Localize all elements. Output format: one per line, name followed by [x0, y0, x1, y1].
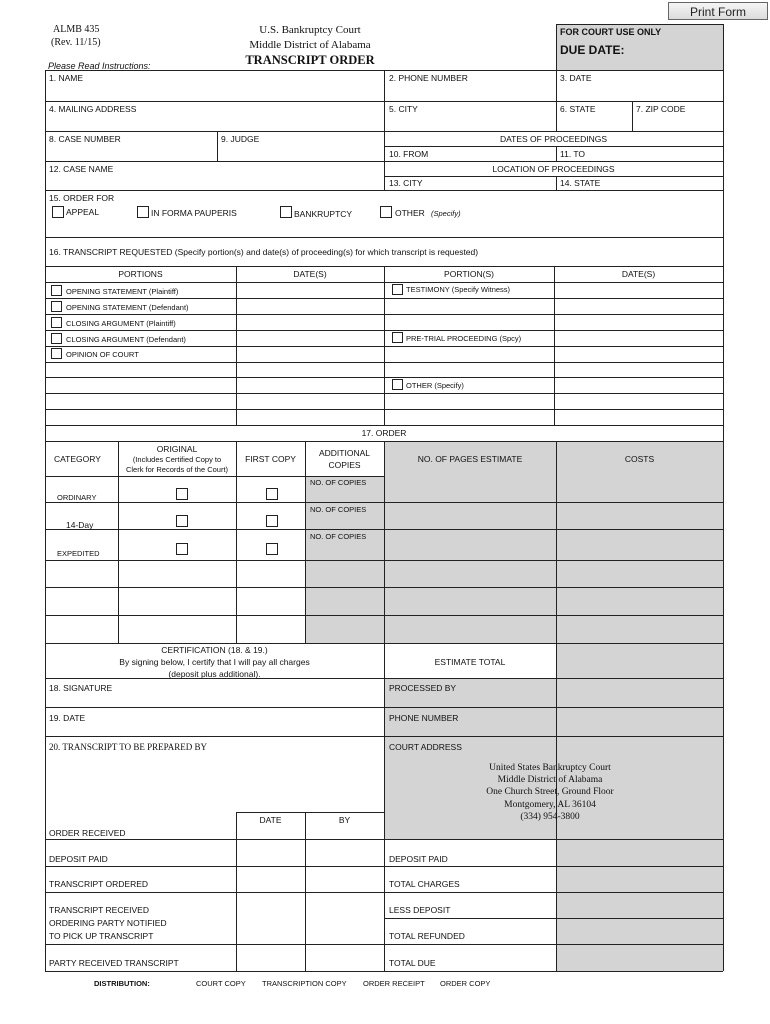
- col-line: [556, 24, 557, 101]
- row-line: [45, 529, 723, 530]
- ifp-checkbox[interactable]: [137, 206, 149, 218]
- portion-item: CLOSING ARGUMENT (Defendant): [66, 335, 186, 344]
- signature-label: 18. SIGNATURE: [49, 683, 113, 693]
- row-line: [45, 678, 723, 679]
- loc-state-label: 14. STATE: [560, 178, 601, 188]
- portions2-header: PORTION(S): [444, 269, 494, 279]
- testimony-label: TESTIMONY (Specify Witness): [406, 285, 511, 294]
- court-use-label: FOR COURT USE ONLY: [560, 27, 662, 37]
- row-line: [45, 839, 723, 840]
- judge-label: 9. JUDGE: [221, 134, 260, 144]
- row-line: [45, 587, 723, 588]
- distribution-transcription-copy: TRANSCRIPTION COPY: [262, 979, 347, 988]
- transcript-ordered-label: TRANSCRIPT ORDERED: [49, 879, 149, 889]
- fourteen-original-checkbox[interactable]: [176, 515, 188, 527]
- row-line: [45, 502, 723, 503]
- costs-header: COSTS: [624, 454, 655, 464]
- fourteen-day-label: 14-Day: [66, 520, 94, 530]
- deposit-paid-label: DEPOSIT PAID: [49, 854, 108, 864]
- court-line2: Middle District of Alabama: [249, 39, 371, 51]
- total-charges-label: TOTAL CHARGES: [389, 879, 460, 889]
- col-line: [305, 441, 306, 643]
- pages-header: NO. OF PAGES ESTIMATE: [417, 454, 523, 464]
- distribution-order-copy: ORDER COPY: [440, 979, 491, 988]
- row-line: [45, 736, 723, 737]
- revision: (Rev. 11/15): [51, 37, 101, 48]
- phone-number-label: PHONE NUMBER: [389, 713, 459, 723]
- zip-label: 7. ZIP CODE: [636, 104, 686, 114]
- row-line: [45, 892, 723, 893]
- other-specify: (Specify): [431, 209, 461, 218]
- distribution-court-copy: COURT COPY: [196, 979, 246, 988]
- row-line: [45, 643, 723, 644]
- fourteen-first-copy-checkbox[interactable]: [266, 515, 278, 527]
- bottom-border: [45, 971, 723, 972]
- city-label: 5. CITY: [389, 104, 418, 114]
- pretrial-label: PRE-TRIAL PROCEEDING (Spcy): [406, 334, 522, 343]
- party-received-label: PARTY RECEIVED TRANSCRIPT: [49, 958, 179, 968]
- portion-item: CLOSING ARGUMENT (Plaintiff): [66, 319, 176, 328]
- name-label: 1. NAME: [49, 73, 84, 83]
- row-line: [45, 707, 723, 708]
- loc-city-label: 13. CITY: [389, 178, 423, 188]
- row-line: [45, 944, 723, 945]
- opening-plaintiff-checkbox[interactable]: [51, 285, 62, 296]
- other-checkbox[interactable]: [380, 206, 392, 218]
- transcript-received-label: TRANSCRIPT RECEIVED: [49, 905, 149, 915]
- expedited-label: EXPEDITED: [57, 549, 100, 558]
- certification-line2: (deposit plus additional).: [168, 669, 261, 679]
- ordinary-original-checkbox[interactable]: [176, 488, 188, 500]
- closing-plaintiff-checkbox[interactable]: [51, 317, 62, 328]
- date-label: 3. DATE: [560, 73, 592, 83]
- mailing-label: 4. MAILING ADDRESS: [49, 104, 137, 114]
- original-sub2: Clerk for Records of the Court): [125, 465, 229, 474]
- tracking-by-header: BY: [338, 815, 351, 825]
- appeal-label: APPEAL: [66, 207, 100, 217]
- col-line: [556, 176, 557, 190]
- due-date-label: DUE DATE:: [560, 43, 625, 57]
- closing-defendant-checkbox[interactable]: [51, 333, 62, 344]
- certification-line1: By signing below, I certify that I will pay all charges: [119, 657, 310, 667]
- portion-item: OPINION OF COURT: [66, 350, 139, 359]
- col-line: [236, 839, 237, 971]
- ifp-label: IN FORMA PAUPERIS: [151, 208, 237, 218]
- expedited-first-copy-checkbox[interactable]: [266, 543, 278, 555]
- additional-header-1: ADDITIONAL: [318, 448, 370, 458]
- instructions-link[interactable]: Please Read Instructions:: [48, 61, 151, 71]
- testimony-checkbox[interactable]: [392, 284, 403, 295]
- frame-right: [723, 24, 724, 971]
- row-line: [236, 812, 384, 813]
- row-line: [45, 560, 723, 561]
- additional-header-2: COPIES: [328, 460, 361, 470]
- portion-item: OPENING STATEMENT (Plaintiff): [66, 287, 179, 296]
- ordinary-first-copy-checkbox[interactable]: [266, 488, 278, 500]
- top-border: [556, 24, 723, 25]
- col-line: [632, 101, 633, 131]
- form-title: TRANSCRIPT ORDER: [245, 53, 375, 67]
- opinion-checkbox[interactable]: [51, 348, 62, 359]
- tracking-right-shade: [556, 839, 723, 971]
- party-notified-label-1: ORDERING PARTY NOTIFIED: [49, 918, 167, 928]
- col-line: [556, 146, 557, 161]
- dates-header: DATE(S): [293, 269, 327, 279]
- bankruptcy-checkbox[interactable]: [280, 206, 292, 218]
- col-line: [236, 266, 237, 425]
- bankruptcy-label: BANKRUPTCY: [294, 209, 353, 219]
- distribution-order-receipt: ORDER RECEIPT: [363, 979, 425, 988]
- from-label: 10. FROM: [389, 149, 429, 159]
- ordinary-label: ORDINARY: [57, 493, 97, 502]
- frame-left: [45, 70, 46, 971]
- order-title: 17. ORDER: [361, 428, 407, 438]
- order-for-label: 15. ORDER FOR: [49, 193, 115, 203]
- original-sub1: (Includes Certified Copy to: [132, 455, 222, 464]
- order-received-label: ORDER RECEIVED: [49, 828, 126, 838]
- row-line: [384, 176, 723, 177]
- col-line: [554, 266, 555, 425]
- no-of-copies-2: NO. OF COPIES: [310, 505, 367, 514]
- less-deposit-label: LESS DEPOSIT: [389, 905, 451, 915]
- col-line: [217, 131, 218, 161]
- col-line: [236, 441, 237, 643]
- other-label: OTHER: [395, 208, 425, 218]
- total-refunded-label: TOTAL REFUNDED: [389, 931, 465, 941]
- r-deposit-paid-label: DEPOSIT PAID: [389, 854, 448, 864]
- total-due-label: TOTAL DUE: [389, 958, 436, 968]
- appeal-checkbox[interactable]: [52, 206, 64, 218]
- case-name-label: 12. CASE NAME: [49, 164, 114, 174]
- processed-by-label: PROCESSED BY: [389, 683, 457, 693]
- court-address-label: COURT ADDRESS: [389, 742, 462, 752]
- phone-label: 2. PHONE NUMBER: [389, 73, 468, 83]
- cert-date-label: 19. DATE: [49, 713, 86, 723]
- first-copy-header: FIRST COPY: [245, 454, 296, 464]
- no-of-copies-1: NO. OF COPIES: [310, 478, 367, 487]
- row-line: [384, 146, 723, 147]
- opening-defendant-checkbox[interactable]: [51, 301, 62, 312]
- expedited-original-checkbox[interactable]: [176, 543, 188, 555]
- row-line: [384, 918, 723, 919]
- row-line: [45, 476, 384, 477]
- col-line: [384, 266, 385, 425]
- estimate-total-label: ESTIMATE TOTAL: [434, 657, 506, 667]
- print-form-button[interactable]: Print Form: [668, 2, 768, 20]
- other-portion-label: OTHER (Specify): [406, 381, 464, 390]
- address-line2: Middle District of Alabama: [497, 775, 603, 785]
- address-line1: United States Bankruptcy Court: [489, 763, 611, 773]
- party-notified-label-2: TO PICK UP TRANSCRIPT: [49, 931, 154, 941]
- dates-proceedings-label: DATES OF PROCEEDINGS: [499, 134, 608, 144]
- case-number-label: 8. CASE NUMBER: [49, 134, 121, 144]
- col-line: [556, 101, 557, 131]
- no-of-copies-3: NO. OF COPIES: [310, 532, 367, 541]
- other-portion-checkbox[interactable]: [392, 379, 403, 390]
- court-line1: U.S. Bankruptcy Court: [259, 24, 361, 36]
- row-line: [45, 237, 723, 238]
- portion-item: OPENING STATEMENT (Defendant): [66, 303, 189, 312]
- category-header: CATEGORY: [54, 454, 101, 464]
- portions-header: PORTIONS: [118, 269, 163, 279]
- original-header: ORIGINAL: [156, 444, 198, 454]
- dates2-header: DATE(S): [621, 269, 656, 279]
- certification-title: CERTIFICATION (18. & 19.): [161, 645, 268, 655]
- row-line: [45, 615, 723, 616]
- state-label: 6. STATE: [560, 104, 596, 114]
- address-line4: Montgomery, AL 36104: [504, 800, 596, 810]
- address-line3: One Church Street, Ground Floor: [486, 787, 614, 797]
- pretrial-checkbox[interactable]: [392, 332, 403, 343]
- prepared-by-label: 20. TRANSCRIPT TO BE PREPARED BY: [49, 742, 208, 752]
- tracking-date-header: DATE: [259, 815, 282, 825]
- to-label: 11. TO: [560, 149, 586, 159]
- row-line: [45, 866, 723, 867]
- form-id: ALMB 435: [53, 24, 100, 35]
- location-label: LOCATION OF PROCEEDINGS: [492, 164, 615, 174]
- transcript-requested-label: 16. TRANSCRIPT REQUESTED (Specify portion(s) and date(s) of proceeding(s) for which transcript is requested): [49, 247, 479, 257]
- distribution-label: DISTRIBUTION:: [94, 979, 150, 988]
- address-line5: (334) 954-3800: [520, 812, 580, 822]
- row-line: [45, 425, 723, 426]
- estimate-total-shade: [556, 643, 723, 678]
- row-line: [45, 190, 723, 191]
